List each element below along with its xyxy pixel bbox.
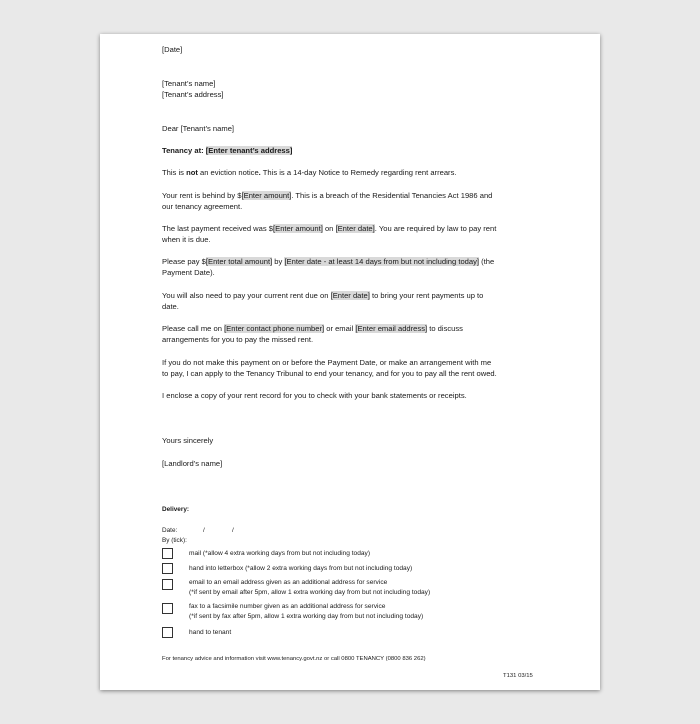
text-run: The last payment received was $ — [162, 224, 274, 233]
rent-behind-paragraph-line2: our tenancy agreement. — [162, 202, 243, 211]
date-field: [Date] — [162, 45, 183, 54]
salutation: Dear [Tenant’s name] — [162, 124, 235, 133]
fax-option-label: fax to a facsimile number given as an additional address for service — [189, 603, 386, 610]
text-run: . — [258, 168, 261, 177]
date-field-inline: [Enter date] — [335, 224, 375, 233]
text-run: (the — [479, 257, 495, 266]
current-rent-date-field: [Enter date] — [330, 291, 370, 300]
tenancy-line — [162, 145, 292, 156]
tenancy-address-field: [Enter tenant’s address] — [205, 146, 293, 155]
text-run: This is a 14-day Notice to Remedy regarding rent arrears. — [260, 168, 457, 177]
mail-checkbox[interactable] — [162, 548, 173, 559]
tribunal-paragraph-line2: to pay, I can apply to the Tenancy Tribunal to end your tenancy, and for you to pay all the rent owed. — [162, 369, 497, 378]
mail-option-label: mail (*allow 4 extra working days from but not including today) — [189, 550, 371, 557]
text-run: You will also need to pay your current rent due on — [162, 291, 331, 300]
delivery-date-label: Date: — [162, 527, 178, 534]
text-run: an eviction notice — [197, 168, 259, 177]
text-run: This is — [162, 168, 187, 177]
text-run: to bring your rent payments up to — [369, 291, 484, 300]
email-option-note: (*if sent by email after 5pm, allow 1 extra working day from but not including today) — [189, 589, 431, 596]
email-option-label: email to an email address given as an additional address for service — [189, 579, 388, 586]
by-tick-label: By (tick): — [162, 537, 187, 544]
text-run: on — [322, 224, 336, 233]
text-run: to discuss — [427, 324, 463, 333]
delivery-heading: Delivery: — [162, 506, 189, 513]
text-run: or email — [324, 324, 356, 333]
enclose-paragraph: I enclose a copy of your rent record for you to check with your bank statements or receipts. — [162, 391, 467, 400]
email-checkbox[interactable] — [162, 579, 173, 590]
tenancy-label: Tenancy at: — [162, 146, 204, 155]
form-code: T131 03/15 — [503, 673, 533, 679]
text-run: Please pay $ — [162, 257, 206, 266]
hand-to-tenant-option-label: hand to tenant — [189, 629, 232, 636]
amount-field: [Enter amount] — [241, 191, 292, 200]
last-payment-paragraph — [162, 223, 496, 234]
current-rent-paragraph-line2: date. — [162, 302, 179, 311]
phone-field: [Enter contact phone number] — [224, 324, 325, 333]
text-run: Your rent is behind by $ — [162, 191, 242, 200]
please-pay-paragraph — [162, 256, 494, 267]
call-paragraph — [162, 323, 463, 334]
fax-checkbox[interactable] — [162, 603, 173, 614]
closing: Yours sincerely — [162, 436, 214, 445]
eviction-paragraph — [162, 167, 457, 178]
signature-field: [Landlord’s name] — [162, 459, 223, 468]
total-amount-field: [Enter total amount] — [205, 257, 273, 266]
tribunal-paragraph: If you do not make this payment on or before the Payment Date, or make an arrangement with me — [162, 358, 492, 367]
date-separator: / — [232, 527, 234, 534]
tenant-name-field: [Tenant’s name] — [162, 79, 216, 88]
text-run: . You are required by law to pay rent — [374, 224, 497, 233]
text-run: by — [272, 257, 285, 266]
not-emphasis: not — [186, 168, 198, 177]
letter-page — [100, 34, 600, 690]
call-paragraph-line2: arrangements for you to pay the missed rent. — [162, 335, 314, 344]
email-field: [Enter email address] — [355, 324, 428, 333]
last-payment-paragraph-line2: when it is due. — [162, 235, 211, 244]
hand-to-tenant-checkbox[interactable] — [162, 627, 173, 638]
date-separator: / — [203, 527, 205, 534]
rent-behind-paragraph — [162, 190, 492, 201]
current-rent-paragraph — [162, 290, 483, 301]
amount-field: [Enter amount] — [273, 224, 323, 233]
please-pay-paragraph-line2: Payment Date). — [162, 268, 215, 277]
text-run: Please call me on — [162, 324, 225, 333]
letterbox-checkbox[interactable] — [162, 563, 173, 574]
tenant-address-field: [Tenant’s address] — [162, 90, 224, 99]
footer-advice: For tenancy advice and information visit www.tenancy.govt.nz or call 0800 TENANCY (0800 836 262) — [162, 656, 426, 662]
letterbox-option-label: hand into letterbox (*allow 2 extra working days from but not including today) — [189, 565, 413, 572]
payment-date-field: [Enter date - at least 14 days from but not including today] — [284, 257, 480, 266]
fax-option-note: (*if sent by fax after 5pm, allow 1 extra working day from but not including today) — [189, 613, 424, 620]
text-run: . This is a breach of the Residential Tenancies Act 1986 and — [291, 191, 493, 200]
